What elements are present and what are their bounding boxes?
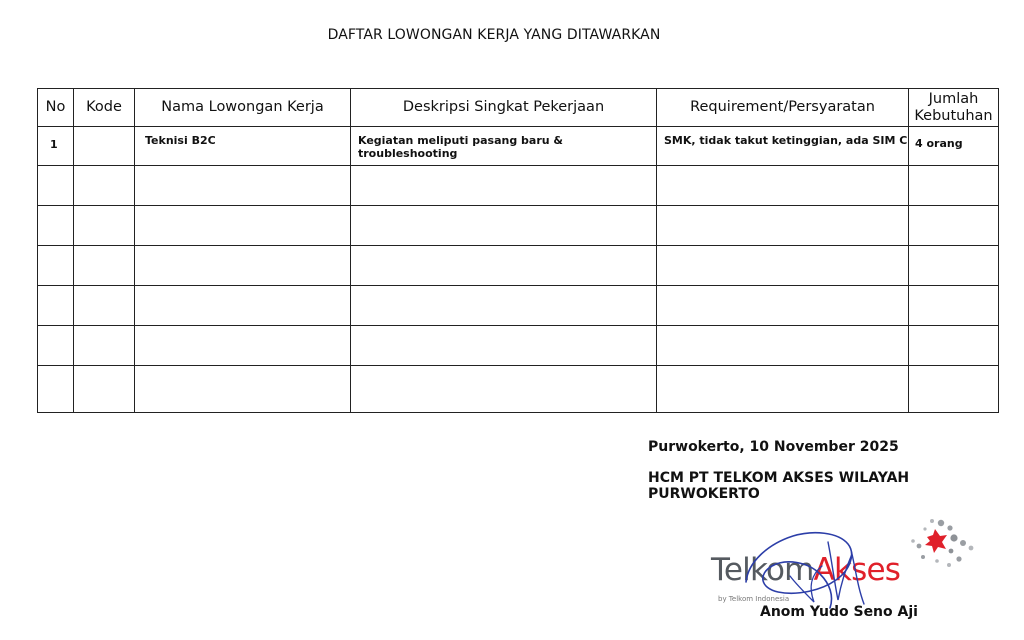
empty-cell [657, 286, 909, 326]
empty-cell [135, 286, 351, 326]
cell-requirement: SMK, tidak takut ketinggian, ada SIM C [657, 127, 909, 166]
empty-cell [657, 366, 909, 413]
empty-cell [909, 166, 999, 206]
empty-cell [657, 166, 909, 206]
empty-cell [38, 366, 74, 413]
empty-cell [351, 206, 657, 246]
empty-cell [38, 286, 74, 326]
logo-tagline: by Telkom Indonesia [718, 595, 790, 603]
document-title: DAFTAR LOWONGAN KERJA YANG DITAWARKAN [327, 27, 661, 43]
signer-name: Anom Yudo Seno Aji [760, 604, 918, 620]
cell-no: 1 [38, 127, 74, 166]
empty-cell [135, 366, 351, 413]
empty-cell [351, 246, 657, 286]
table-row-empty [38, 286, 999, 326]
empty-cell [657, 326, 909, 366]
empty-cell [909, 366, 999, 413]
organization-name: HCM PT TELKOM AKSES WILAYAH PURWOKERTO [648, 470, 910, 502]
place-date: Purwokerto, 10 November 2025 [648, 439, 899, 455]
table-header-row [38, 89, 999, 127]
empty-cell [135, 166, 351, 206]
table-row-empty [38, 366, 999, 413]
empty-cell [351, 166, 657, 206]
empty-cell [909, 246, 999, 286]
empty-cell [74, 326, 135, 366]
cell-deskripsi: Kegiatan meliputi pasang baru & troubleshooting [351, 127, 657, 166]
empty-cell [38, 166, 74, 206]
table-row-empty [38, 206, 999, 246]
header-no: No [38, 89, 74, 127]
header-kode: Kode [74, 89, 135, 127]
header-jumlah-kebutuhan: Jumlah Kebutuhan [909, 89, 999, 127]
job-vacancy-table [37, 88, 999, 413]
empty-cell [135, 206, 351, 246]
empty-cell [74, 286, 135, 326]
empty-cell [74, 366, 135, 413]
empty-cell [74, 206, 135, 246]
telkom-akses-logo-icon [905, 515, 977, 579]
logo-wordmark: TelkomAkses [711, 552, 901, 588]
empty-cell [657, 246, 909, 286]
cell-jumlah: 4 orang [909, 127, 999, 166]
empty-cell [74, 166, 135, 206]
empty-cell [909, 326, 999, 366]
empty-cell [38, 326, 74, 366]
cell-nama: Teknisi B2C [135, 127, 351, 166]
empty-cell [351, 286, 657, 326]
empty-cell [351, 326, 657, 366]
empty-cell [909, 286, 999, 326]
empty-cell [135, 326, 351, 366]
table-row-empty [38, 166, 999, 206]
empty-cell [909, 206, 999, 246]
empty-cell [38, 246, 74, 286]
cell-kode [74, 127, 135, 166]
empty-cell [657, 206, 909, 246]
table-row-empty [38, 246, 999, 286]
header-requirement: Requirement/Persyaratan [657, 89, 909, 127]
empty-cell [351, 366, 657, 413]
header-nama-lowongan: Nama Lowongan Kerja [135, 89, 351, 127]
empty-cell [135, 246, 351, 286]
header-deskripsi: Deskripsi Singkat Pekerjaan [351, 89, 657, 127]
table-row [38, 127, 999, 166]
empty-cell [38, 206, 74, 246]
table-row-empty [38, 326, 999, 366]
empty-cell [74, 246, 135, 286]
